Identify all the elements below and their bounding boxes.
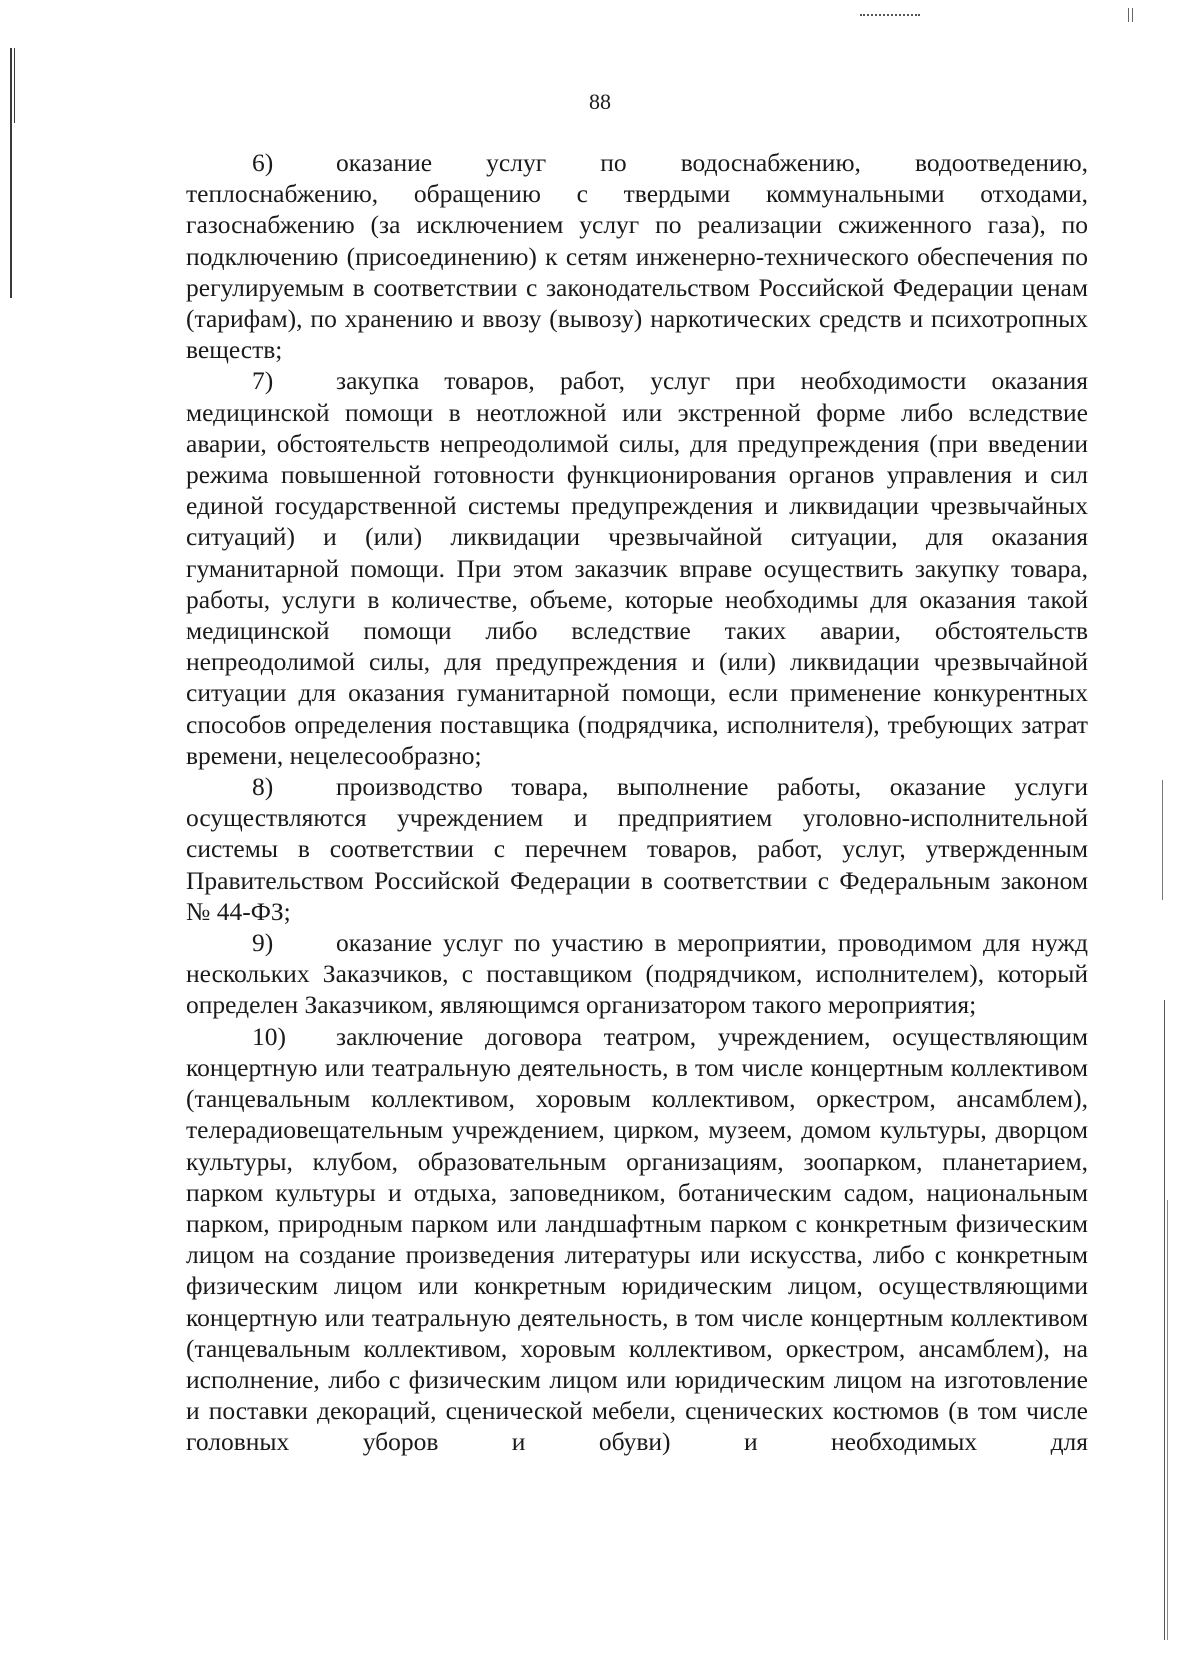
list-item [186,771,1088,927]
list-item [186,147,1088,365]
list-item-text: заключение договора театром, учреждением, осуществляющим концертную или театральную деятельность, в том числе концертным коллективом (танцевальным коллективом, хоровым коллективом, оркестром, ансамблем), телерадиовещательным учреждением, цирком, музеем, домом культуры, дворцом культуры, клубом, образовательным организациям, зоопарком, планетарием, парком культуры и отдыха, заповедником, ботаническим садом, национальным парком, природным парком или ландшафтным парком с конкретным физическим лицом на создание произведения литературы или искусства, либо с конкретным физическим лицом или конкретным юридическим лицом, осуществляющими концертную или театральную деятельность, в том числе концертным коллективом (танцевальным коллективом, хоровым коллективом, оркестром, ансамблем), на исполнение, либо с физическим лицом или юридическим лицом на изготовление и поставки декораций, сценической мебели, сценических костюмов (в том числе головных уборов и обуви) и необходимых для [186,1021,1088,1457]
list-item [186,927,1088,1021]
page-number: 88 [589,89,611,114]
scan-edge-line [1164,1000,1165,1640]
scan-edge-line [1132,8,1133,22]
list-item-number: 10) [252,1021,286,1051]
list-item [186,365,1088,771]
scan-edge-line [1167,1200,1168,1640]
list-item-text: оказание услуг по водоснабжению, водоотведению, теплоснабжению, обращению с твердыми коммунальными отходами, газоснабжению (за исключением услуг по реализации сжиженного газа), по подключению (присоединению) к сетям инженерно-технического обеспечения по регулируемым в соответствии с законодательством Российской Федерации ценам (тарифам), по хранению и ввозу (вывозу) наркотических средств и психотропных веществ; [186,148,1088,365]
list-item-number: 6) [252,148,274,177]
list-item-number: 9) [252,928,274,958]
list-item-text: производство товара, выполнение работы, оказание услуги осуществляются учреждением и предприятием уголовно-исполнительной системы в соответствии с перечнем товаров, работ, услуг, утвержденным Правительством Российской Федерации в соответствии с Федеральным законом № 44-ФЗ; [186,772,1088,926]
scan-dots [860,14,920,20]
document-body [186,147,1088,1458]
list-item-number: 7) [252,366,274,396]
list-item-number: 8) [252,772,274,802]
list-item-text: закупка товаров, работ, услуг при необходимости оказания медицинской помощи в неотложной или экстренной форме либо вследствие аварии, обстоятельств непреодолимой силы, для предупреждения (при введении режима повышенной готовности функционирования органов управления и сил единой государственной системы предупреждения и ликвидации чрезвычайных ситуаций) и (или) ликвидации чрезвычайной ситуации, для оказания гуманитарной помощи. При этом заказчик вправе осуществить закупку товара, работы, услуги в количестве, объеме, которые необходимы для оказания такой медицинской помощи либо вследствие таких аварии, обстоятельств непреодолимой силы, для предупреждения и (или) ликвидации чрезвычайной ситуации для оказания гуманитарной помощи, если применение конкурентных способов определения поставщика (подрядчика, исполнителя), требующих затрат времени, нецелесообразно; [186,366,1088,770]
scan-edge-line [1162,780,1163,900]
scan-edge-line [10,48,12,298]
list-item [186,1021,1088,1458]
scan-edge-line [1128,8,1129,22]
list-item-text: оказание услуг по участию в мероприятии, проводимом для нужд нескольких Заказчиков, с поставщиком (подрядчиком, исполнителем), который определен Заказчиком, являющимся организатором такого мероприятия; [186,928,1088,1020]
